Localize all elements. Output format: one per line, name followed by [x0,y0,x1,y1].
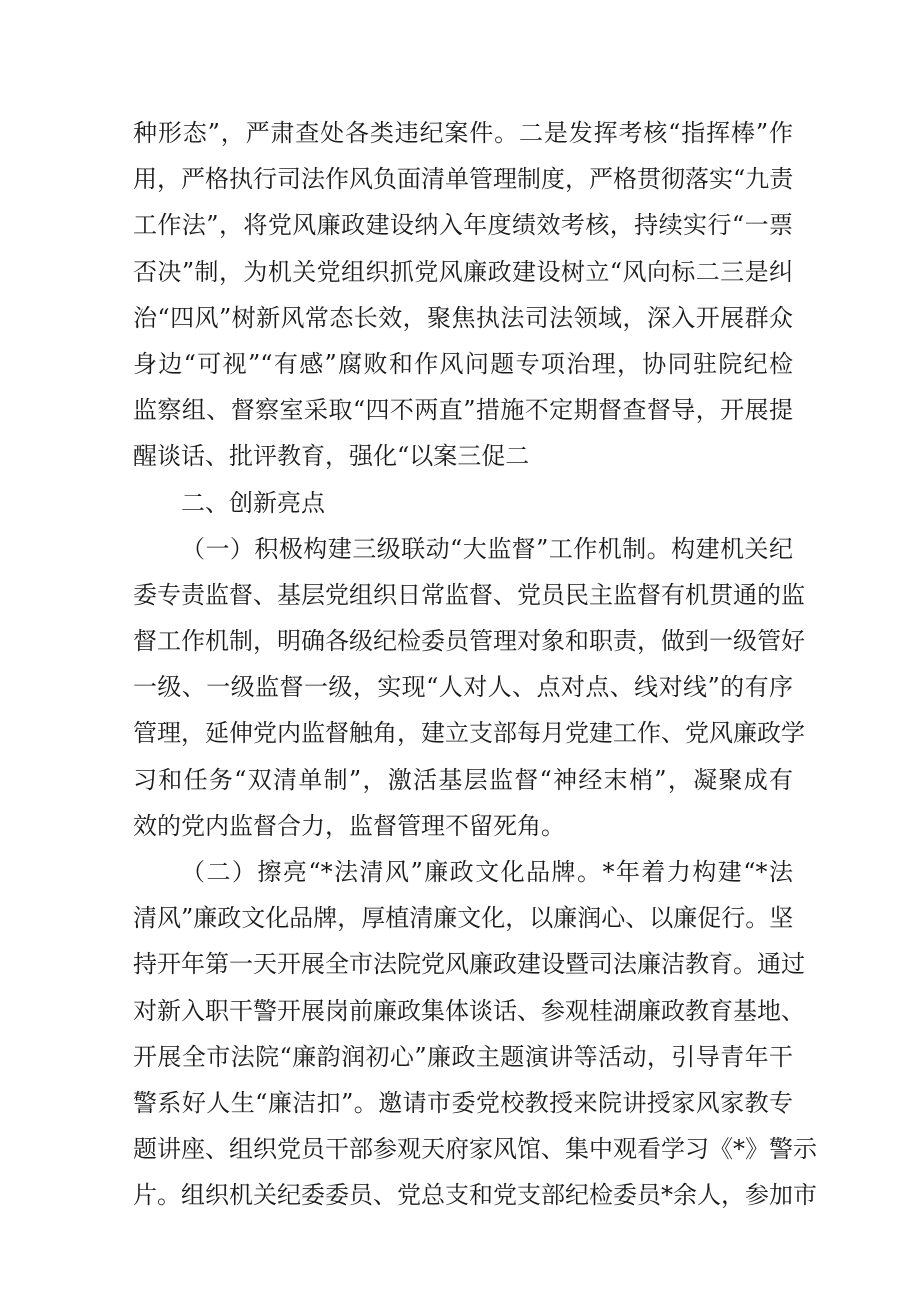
paragraph-line: 习和任务“双清单制”，激活基层监督“神经末梢”，凝聚成有 [133,765,793,794]
body-text [133,110,817,1219]
paragraph-line: 委专责监督、基层党组织日常监督、党员民主监督有机贯通的监 [133,580,805,609]
paragraph-line: 对新入职干警开展岗前廉政集体谈话、参观桂湖廉政教育基地、 [133,996,805,1025]
paragraph-first-line: （一）积极构建三级联动“大监督”工作机制。构建机关纪 [181,534,793,563]
paragraph-line: 工作法”，将党风廉政建设纳入年度绩效考核，持续实行“一票 [133,211,793,240]
paragraph-line: 题讲座、组织党员干部参观天府家风馆、集中观看学习《*》警示 [133,1135,817,1164]
paragraph-line: 醒谈话、批评教育，强化“以案三促二 [133,442,530,471]
paragraph-first-line: 二、创新亮点 [181,488,325,517]
paragraph-line: 管理，延伸党内监督触角，建立支部每月党建工作、党风廉政学 [133,719,805,748]
paragraph-line: 片。组织机关纪委委员、党总支和党支部纪检委员*余人，参加市 [133,1181,817,1210]
paragraph-line: 种形态”，严肃查处各类违纪案件。二是发挥考核“指挥棒”作 [133,119,793,147]
paragraph-line: 开展全市法院“廉韵润初心”廉政主题演讲等活动，引导青年干 [133,1042,793,1071]
paragraph-line: 清风”廉政文化品牌，厚植清廉文化，以廉润心、以廉促行。坚 [133,904,794,933]
paragraph-line: 治“四风”树新风常态长效，聚焦执法司法领域，深入开展群众 [133,303,793,332]
paragraph-line: 督工作机制，明确各级纪检委员管理对象和职责，做到一级管好 [133,627,805,656]
paragraph-line: 否决”制，为机关党组织抓党风廉政建设树立“风向标二三是纠 [133,257,793,286]
paragraph-line: 用，严格执行司法作风负面清单管理制度，严格贯彻落实“九责 [133,165,794,194]
paragraph-line: 效的党内监督合力，监督管理不留死角。 [133,811,565,840]
paragraph-line: 警系好人生“廉洁扣”。邀请市委党校教授来院讲授家风家教专 [133,1088,793,1117]
paragraph-first-line: （二）擦亮“*法清风”廉政文化品牌。*年着力构建“*法 [181,858,793,886]
paragraph-line: 监察组、督察室采取“四不两直”措施不定期督查督导，开展提 [133,396,793,425]
paragraph-line: 一级、一级监督一级，实现“人对人、点对点、线对线”的有序 [133,673,793,702]
paragraph-line: 身边“可视”“有感”腐败和作风问题专项治理，协同驻院纪检 [133,349,793,378]
paragraph-line: 持开年第一天开展全市法院党风廉政建设暨司法廉洁教育。通过 [133,950,805,979]
